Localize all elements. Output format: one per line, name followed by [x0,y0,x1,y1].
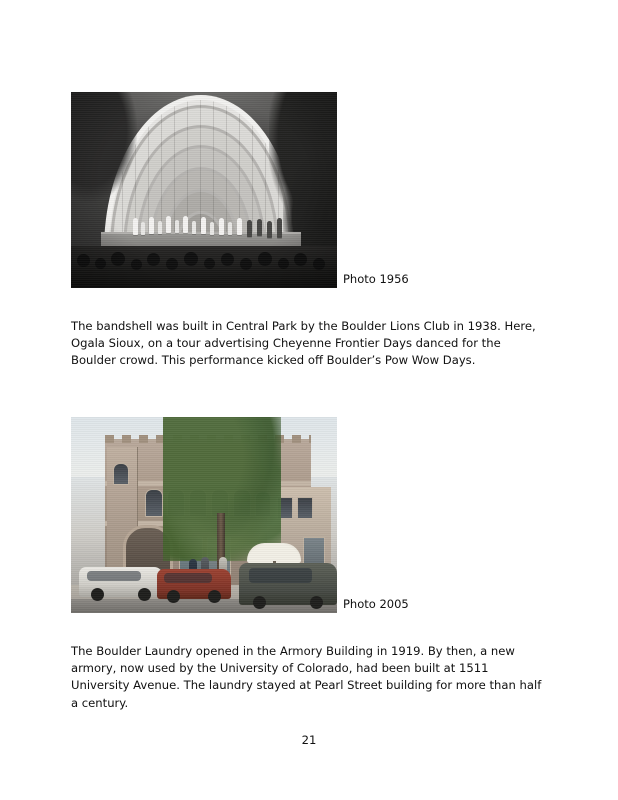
photo-with-caption-row [71,92,409,288]
bandshell-photo [71,92,337,288]
paragraph-armory: The Boulder Laundry opened in the Armory Building in 1919. By then, a new armory, now used by the University of Colorado, had been built at 1511 University Avenue. The laundry stayed at Pearl Street building for more than half a century. [71,643,542,710]
figure-bandshell [71,92,409,288]
armory-building-photo [71,417,337,613]
parked-car-white [79,567,163,597]
patio-umbrella [247,543,301,563]
parked-suv [239,563,337,605]
page-number: 21 [301,733,317,747]
paragraph-bandshell: The bandshell was built in Central Park by the Boulder Lions Club in 1938. Here, Ogala Sioux, on a tour advertising Cheyenne Frontier Days danced for the Boulder crowd. This performance kicked off Boulder’s Pow Wow Days. [71,318,536,368]
armory-scene [71,417,337,613]
photo-caption: Photo 2005 [343,597,409,611]
parked-car-red [157,569,231,599]
tree-left [71,92,137,202]
audience-silhouettes [71,246,337,288]
photo-with-caption-row [71,417,409,613]
bandshell-scene [71,92,337,288]
figure-armory [71,417,409,613]
photo-caption: Photo 1956 [343,272,409,286]
